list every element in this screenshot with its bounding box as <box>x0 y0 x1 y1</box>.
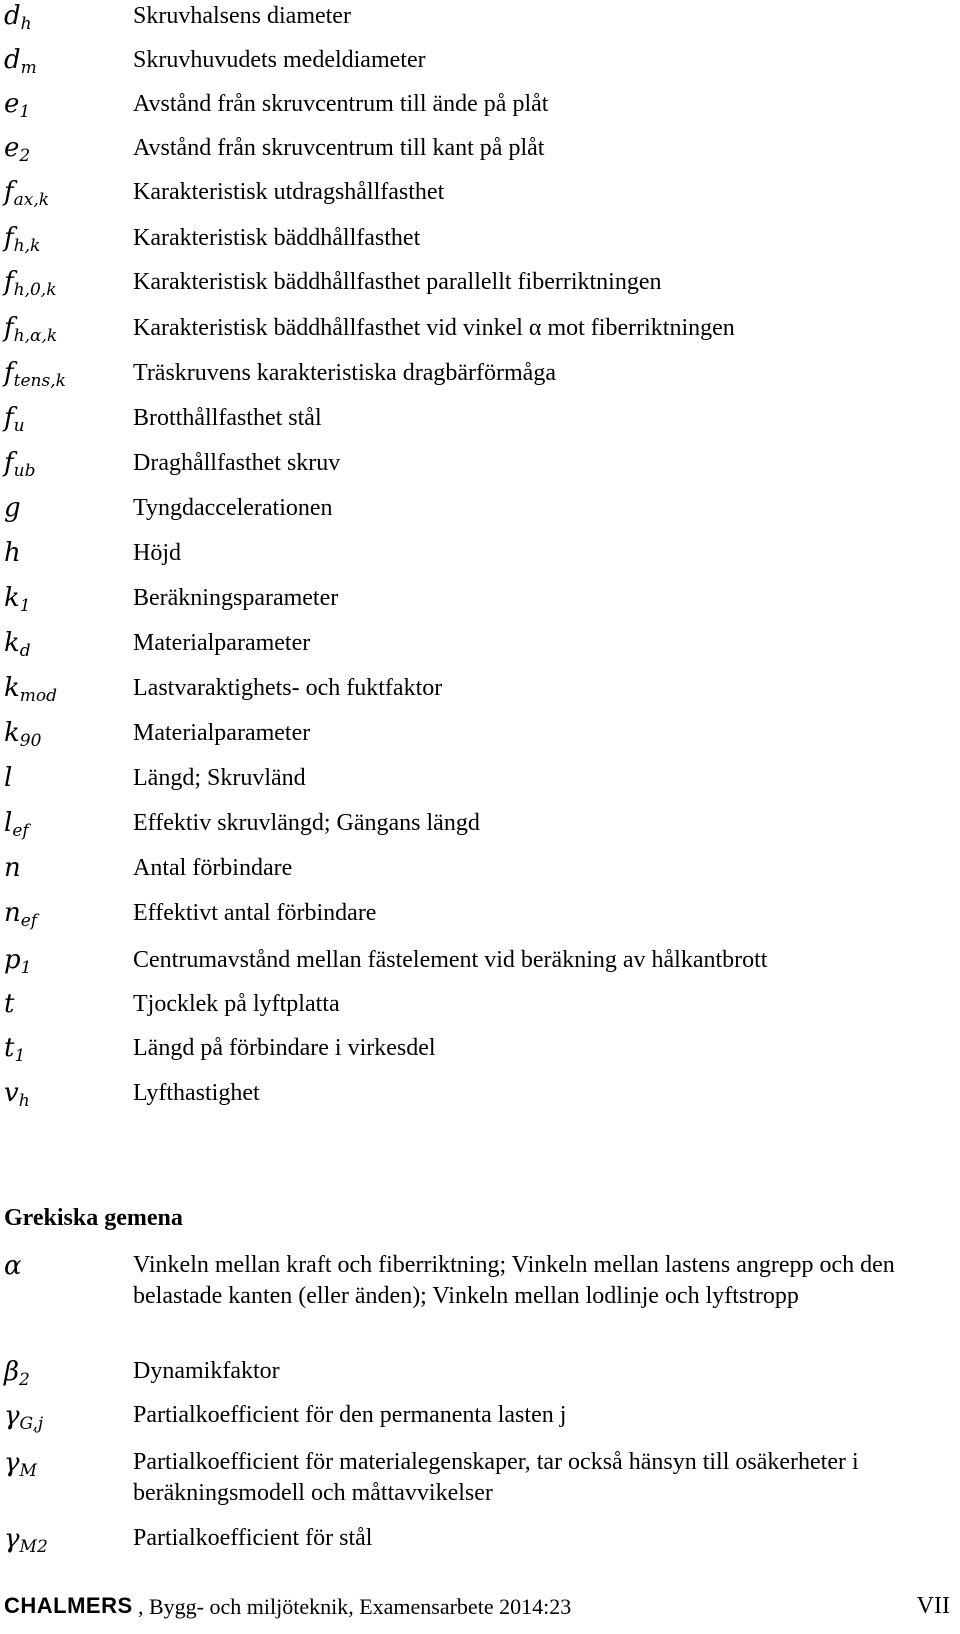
symbol-description: Längd på förbindare i virkesdel <box>133 1035 436 1061</box>
symbol <box>4 717 41 749</box>
symbol <box>4 672 57 704</box>
symbol-subscript: 1 <box>14 1046 26 1066</box>
footer-text: , Bygg- och miljöteknik, Examensarbete 2014:23 <box>138 1594 572 1619</box>
symbol-subscript: mod <box>19 686 58 706</box>
symbol-row <box>0 852 960 896</box>
symbol-subscript: h,α,k <box>13 326 58 346</box>
greek-symbol-base: γ <box>4 1401 20 1431</box>
symbol-description: Höjd <box>133 540 181 566</box>
symbol-description: Tyngdaccelerationen <box>133 495 333 521</box>
symbol-base: f <box>4 313 14 343</box>
greek-symbol-base: γ <box>4 1448 20 1478</box>
symbol-row <box>0 0 960 44</box>
symbol-description: Lyfthastighet <box>133 1080 260 1106</box>
symbol-description: Träskruvens karakteristiska dragbärförmåga <box>133 360 556 386</box>
symbol-subscript: ef <box>20 911 38 931</box>
symbol-subscript: d <box>19 641 31 661</box>
symbol-base: n <box>4 898 21 928</box>
symbol <box>4 266 57 298</box>
greek-symbol <box>4 1523 48 1555</box>
symbol-row <box>0 312 960 356</box>
symbol-subscript: u <box>13 416 25 436</box>
symbol-description: Materialparameter <box>133 720 311 746</box>
symbol-description: Brotthållfasthet stål <box>133 405 322 431</box>
symbol-description: Effektiv skruvlängd; Gängans längd <box>133 810 480 836</box>
symbol-base: k <box>4 673 20 703</box>
symbol-description: Draghållfasthet skruv <box>133 450 341 476</box>
symbol-row <box>0 762 960 806</box>
greek-symbol <box>4 1250 22 1282</box>
symbol-subscript: h <box>20 14 32 34</box>
symbol-row <box>0 672 960 716</box>
symbol-base: k <box>4 718 20 748</box>
symbol-subscript: ef <box>12 821 29 841</box>
symbol-subscript: 1 <box>19 596 31 616</box>
symbol-base: f <box>4 358 14 388</box>
symbol-description: Avstånd från skruvcentrum till kant på plåt <box>133 135 545 161</box>
symbol-description: Tjocklek på lyftplatta <box>133 991 340 1017</box>
symbol-base: h <box>4 538 21 568</box>
symbol <box>4 312 57 344</box>
symbol-base: d <box>4 1 21 31</box>
symbol-base: t <box>4 989 15 1019</box>
symbol-base: k <box>4 583 20 613</box>
symbol-subscript: 2 <box>19 146 31 166</box>
symbol-base: f <box>4 223 14 253</box>
symbol-base: v <box>4 1078 19 1108</box>
symbol-description: Skruvhuvudets medeldiameter <box>133 47 426 73</box>
symbol-description: Karakteristisk utdragshållfasthet <box>133 179 445 205</box>
symbol-subscript: ax,k <box>13 190 50 210</box>
symbol-base: l <box>4 763 13 793</box>
symbol-base: p <box>4 945 21 975</box>
symbol-base: e <box>4 133 20 163</box>
symbol-row <box>0 492 960 536</box>
symbol-base: l <box>4 808 13 838</box>
symbol-subscript: 90 <box>19 731 42 751</box>
symbol-subscript: h,k <box>13 236 41 256</box>
symbol-base: e <box>4 89 20 119</box>
symbol <box>4 222 40 254</box>
symbol-description: Karakteristisk bäddhållfasthet <box>133 225 421 251</box>
footer-brand: CHALMERS <box>4 1593 133 1618</box>
greek-symbol <box>4 1356 30 1388</box>
symbol-subscript: 1 <box>20 958 32 978</box>
symbol-base: f <box>4 448 14 478</box>
symbol <box>4 402 25 434</box>
symbol <box>4 852 21 884</box>
symbol <box>4 176 49 208</box>
greek-symbol <box>4 1400 43 1432</box>
symbol-base: g <box>4 493 21 523</box>
symbol-row <box>0 537 960 581</box>
symbol-row <box>0 1077 960 1121</box>
symbol-row <box>0 222 960 266</box>
symbol-description: Skruvhalsens diameter <box>133 3 351 29</box>
symbol <box>4 44 37 76</box>
greek-symbol-subscript: M2 <box>19 1537 48 1557</box>
symbol-base: f <box>4 177 14 207</box>
symbol-row <box>0 582 960 626</box>
symbol-base: k <box>4 628 20 658</box>
greek-symbol-description: Vinkeln mellan kraft och fiberriktning; Vinkeln mellan lastens angrepp och den belastade kanten (eller änden); Vinkeln mellan lodlinje och lyftstropp <box>133 1252 895 1309</box>
symbol <box>4 988 14 1020</box>
symbol-base: d <box>4 45 21 75</box>
greek-symbol-description: Partialkoefficient för den permanenta lasten j <box>133 1402 567 1428</box>
symbol-row <box>0 897 960 941</box>
greek-symbol-description: Dynamikfaktor <box>133 1358 280 1384</box>
symbol-description: Beräkningsparameter <box>133 585 339 611</box>
greek-symbol-description: Partialkoefficient för stål <box>133 1525 373 1551</box>
symbol-subscript: h,0,k <box>13 280 57 300</box>
symbol-row <box>0 132 960 176</box>
symbol-row <box>0 627 960 671</box>
symbol-description: Längd; Skruvländ <box>133 765 306 791</box>
symbol <box>4 132 30 164</box>
symbol <box>4 762 12 794</box>
symbol-row <box>0 266 960 310</box>
symbol-row <box>0 176 960 220</box>
symbol-base: f <box>4 267 14 297</box>
symbol-subscript: ub <box>13 461 36 481</box>
symbol-base: n <box>4 853 21 883</box>
symbol-description: Lastvaraktighets- och fuktfaktor <box>133 675 443 701</box>
symbol-row <box>0 944 960 988</box>
symbol-row <box>0 988 960 1032</box>
symbol-row <box>0 44 960 88</box>
symbol-description: Karakteristisk bäddhållfasthet parallellt fiberriktningen <box>133 269 662 295</box>
symbol-base: t <box>4 1033 15 1063</box>
symbol <box>4 447 35 479</box>
symbol <box>4 807 29 839</box>
greek-symbol <box>4 1447 37 1479</box>
symbol-row <box>0 357 960 401</box>
symbol-subscript: m <box>20 58 37 78</box>
greek-symbol-subscript: 2 <box>19 1370 30 1390</box>
symbol-description: Karakteristisk bäddhållfasthet vid vinkel α mot fiberriktningen <box>133 315 735 341</box>
symbol-subscript: tens,k <box>13 371 66 391</box>
symbol-description: Avstånd från skruvcentrum till ände på plåt <box>133 91 549 117</box>
greek-symbol-subscript: M <box>19 1461 37 1481</box>
greek-section-heading: Grekiska gemena <box>4 1205 183 1231</box>
greek-symbol-base: β <box>4 1357 20 1387</box>
symbol <box>4 88 30 120</box>
symbol <box>4 1077 30 1109</box>
symbol <box>4 357 66 389</box>
greek-symbol-base: α <box>4 1251 22 1281</box>
symbol-description: Centrumavstånd mellan fästelement vid beräkning av hålkantbrott <box>133 947 768 973</box>
symbol-description: Antal förbindare <box>133 855 293 881</box>
symbol <box>4 944 31 976</box>
symbol <box>4 1032 25 1064</box>
symbol-subscript: 1 <box>19 102 31 122</box>
symbol-row <box>0 1032 960 1076</box>
greek-symbol-subscript: G,j <box>19 1414 44 1434</box>
greek-symbol-description: Partialkoefficient för materialegenskaper, tar också hänsyn till osäkerheter i beräkningsmodell och måttavvikelser <box>133 1449 859 1506</box>
symbol-row <box>0 807 960 851</box>
page-footer <box>0 1590 960 1626</box>
symbol <box>4 627 31 659</box>
symbol <box>4 492 21 524</box>
symbol <box>4 897 37 929</box>
symbol-row <box>0 402 960 446</box>
symbol-row <box>0 717 960 761</box>
symbol <box>4 582 31 614</box>
symbol <box>4 0 32 32</box>
page-number: VII <box>916 1593 950 1619</box>
symbol-row <box>0 88 960 132</box>
greek-symbol-base: γ <box>4 1524 20 1554</box>
symbol-description: Effektivt antal förbindare <box>133 900 377 926</box>
symbol-base: f <box>4 403 14 433</box>
symbol-description: Materialparameter <box>133 630 311 656</box>
symbol <box>4 537 21 569</box>
symbol-row <box>0 447 960 491</box>
symbol-subscript: h <box>18 1091 30 1111</box>
